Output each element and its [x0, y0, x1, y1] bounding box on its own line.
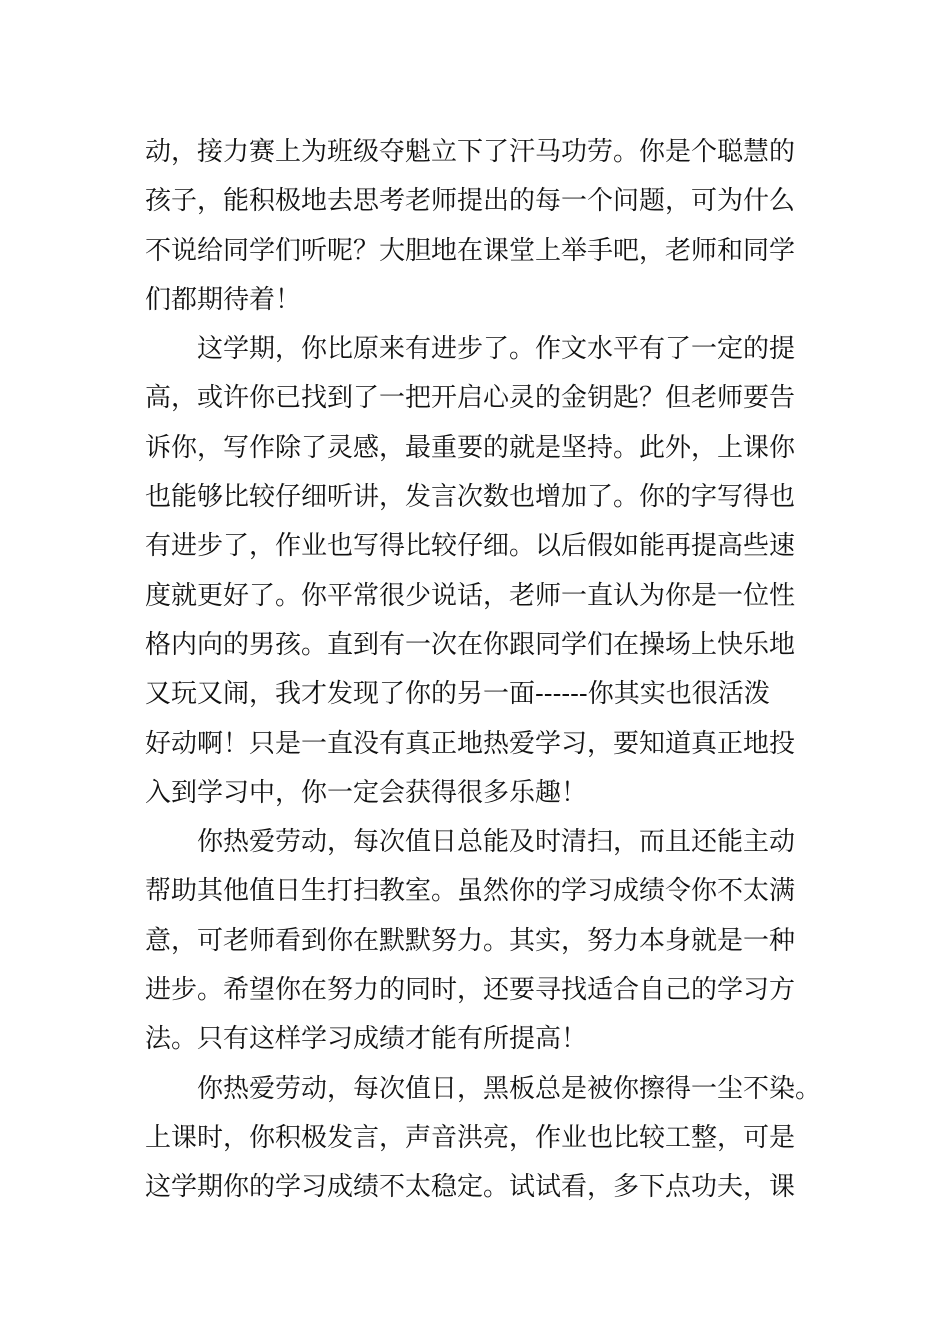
text-line: 又玩又闹，我才发现了你的另一面------你其实也很活泼 [145, 679, 770, 710]
text-line: 意，可老师看到你在默默努力。其实，努力本身就是一种 [145, 925, 796, 956]
text-line: 你热爱劳动，每次值日，黑板总是被你擦得一尘不染。 [145, 1073, 822, 1104]
text-line: 帮助其他值日生打扫教室。虽然你的学习成绩令你不太满 [145, 876, 796, 907]
text-line: 孩子，能积极地去思考老师提出的每一个问题，可为什么 [145, 186, 796, 217]
text-line: 们都期待着！ [145, 284, 302, 315]
text-line: 格内向的男孩。直到有一次在你跟同学们在操场上快乐地 [145, 629, 796, 660]
text-line: 这学期你的学习成绩不太稳定。试试看，多下点功夫，课 [145, 1172, 796, 1203]
text-line: 不说给同学们听呢？大胆地在课堂上举手吧，老师和同学 [145, 235, 796, 266]
text-line: 度就更好了。你平常很少说话，老师一直认为你是一位性 [145, 580, 796, 611]
text-line: 高，或许你已找到了一把开启心灵的金钥匙？但老师要告 [145, 383, 796, 414]
text-line: 法。只有这样学习成绩才能有所提高！ [145, 1024, 588, 1055]
text-line: 入到学习中，你一定会获得很多乐趣！ [145, 777, 588, 808]
text-line: 上课时，你积极发言，声音洪亮，作业也比较工整，可是 [145, 1122, 796, 1153]
text-line: 好动啊！只是一直没有真正地热爱学习，要知道真正地投 [145, 728, 796, 759]
text-line: 有进步了，作业也写得比较仔细。以后假如能再提高些速 [145, 531, 796, 562]
text-line: 诉你，写作除了灵感，最重要的就是坚持。此外，上课你 [145, 432, 796, 463]
text-line: 动，接力赛上为班级夺魁立下了汗马功劳。你是个聪慧的 [145, 137, 796, 167]
text-line: 进步。希望你在努力的同时，还要寻找适合自己的学习方 [145, 975, 796, 1006]
document-body [145, 128, 825, 1213]
text-line: 你热爱劳动，每次值日总能及时清扫，而且还能主动 [145, 827, 796, 858]
text-line: 也能够比较仔细听讲，发言次数也增加了。你的字写得也 [145, 482, 796, 513]
text-line: 这学期，你比原来有进步了。作文水平有了一定的提 [145, 334, 796, 365]
